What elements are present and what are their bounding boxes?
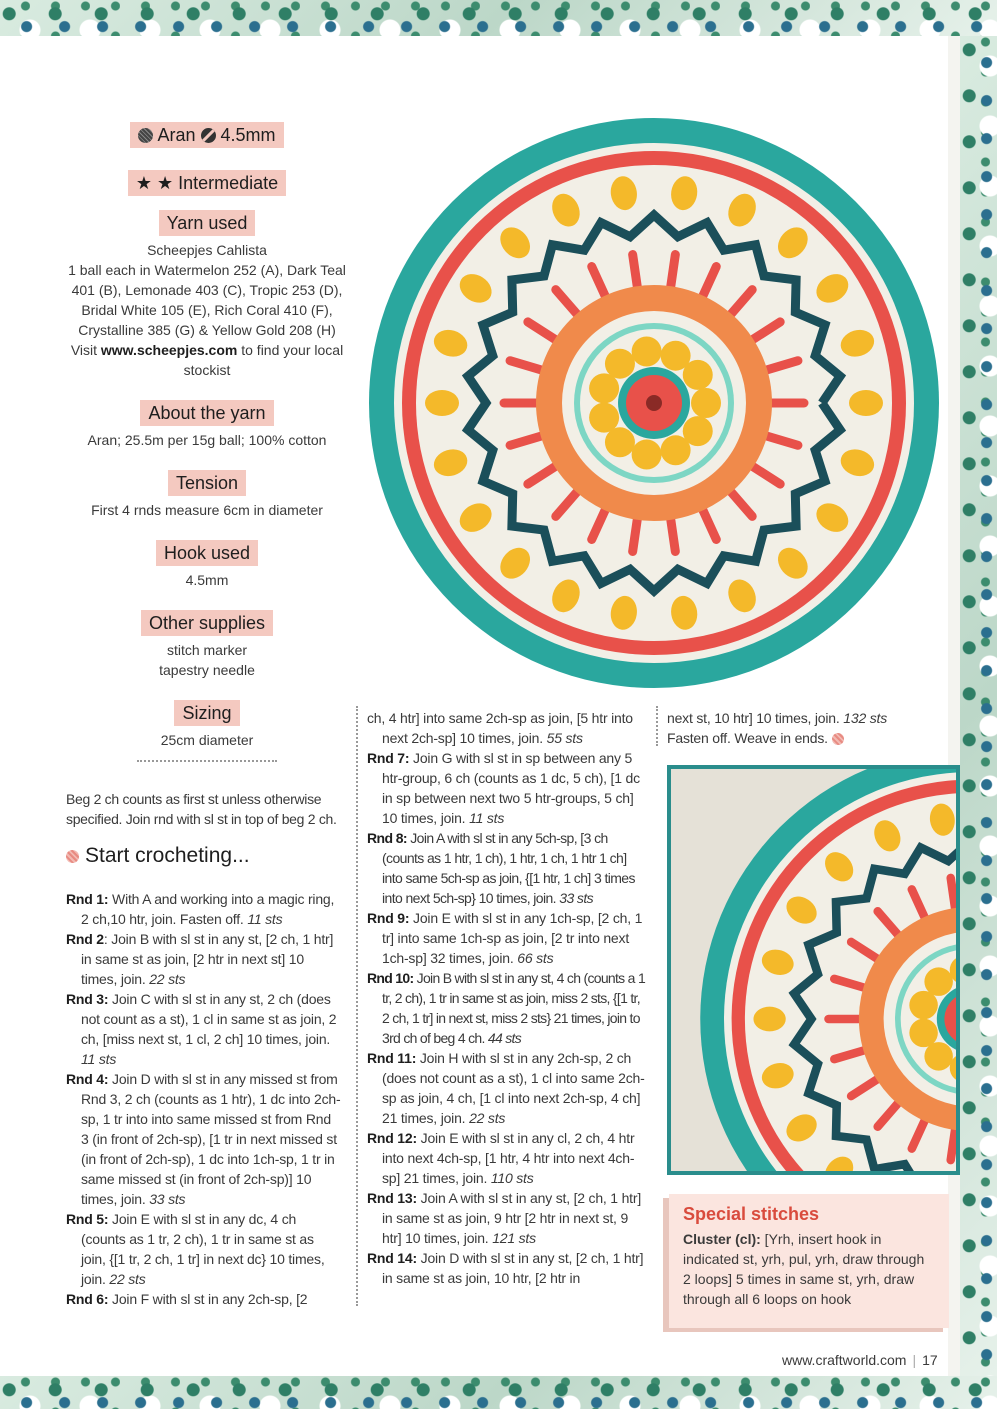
special-stitches-box: [669, 1194, 949, 1328]
round-6: Rnd 6: Join F with sl st in any 2ch-sp, [2: [66, 1291, 308, 1307]
section-heading: Other supplies: [141, 610, 273, 636]
section-body: 4.5mm: [185, 572, 229, 588]
round-11: Rnd 11: Join H with sl st in any 2ch-sp, 2 ch (does not count as a st), 1 cl into same 2ch-sp as join, 4 ch, [1 cl into next 2ch-sp, 4 ch] 21 times, join. 22 sts: [367, 1050, 645, 1126]
yarn-colours: 1 ball each in Watermelon 252 (A), Dark Teal 401 (B), Lemonade 403 (C), Tropic 253 (D), Bridal White 105 (E), Rich Coral 410 (F), Crystalline 385 (G) & Yellow Gold 208 (H): [68, 262, 346, 338]
fasten-off: Fasten off. Weave in ends.: [667, 728, 929, 748]
special-stitches-title: Special stitches: [683, 1204, 820, 1224]
section-other-supplies: [62, 610, 352, 680]
yarn-brand: Scheepjes Cahlista: [147, 242, 267, 258]
border-gutter: [948, 36, 960, 1376]
section-body: stitch marker tapestry needle: [159, 642, 255, 678]
pattern-info-column: [62, 122, 352, 750]
section-heading: About the yarn: [140, 400, 273, 426]
section-hook-used: [62, 540, 352, 590]
star-icon: ★ ★: [135, 173, 174, 193]
round-7: Rnd 7: Join G with sl st in sp between any 5 htr-group, 6 ch (counts as 1 dc, 5 ch), [1 dc in sp between next two 5 htr-groups, 5 ch] 10 times, join. 11 sts: [367, 750, 640, 826]
instructions-column-1: [66, 889, 342, 1309]
column-divider: [656, 706, 658, 746]
page-number: 17: [922, 1352, 938, 1368]
section-heading: Tension: [168, 470, 246, 496]
section-sizing: [62, 700, 352, 750]
round-2: Rnd 2: Join B with sl st in any st, [2 ch, 1 htr] in same st as join, [2 htr in next st] 10 times, join. 22 sts: [66, 931, 334, 987]
section-heading: Yarn used: [159, 210, 256, 236]
decorative-border-top: [0, 0, 997, 36]
column-divider: [356, 706, 358, 1306]
round-12: Rnd 12: Join E with sl st in any cl, 2 ch, 4 htr into next 4ch-sp, [1 htr, 4 htr into next 4ch-sp] 21 times, join. 110 sts: [367, 1130, 635, 1186]
section-body: [62, 240, 352, 380]
footer-site: www.craftworld.com: [782, 1352, 907, 1368]
intro-note: Beg 2 ch counts as first st unless otherwise specified. Join rnd with sl st in top of beg 2 ch.: [66, 791, 337, 827]
decorative-border-right: [960, 36, 997, 1376]
section-tension: [62, 470, 352, 520]
round-14: Rnd 14: Join D with sl st in any st, [2 ch, 1 htr] in same st as join, 10 htr, [2 htr in: [367, 1250, 644, 1286]
hook-icon: [201, 128, 216, 143]
yarn-ball-icon: [66, 850, 79, 863]
instructions-column-2: [367, 708, 649, 1288]
special-stitches-body: Cluster (cl): [Yrh, insert hook in indicated st, yrh, pul, yrh, draw through 2 loops] 5 times in same st, yrh, draw through all 6 loops on hook: [683, 1231, 925, 1307]
instructions-column-3: [667, 708, 929, 748]
mandala-photo: [368, 117, 940, 689]
skill-level: Intermediate: [178, 173, 279, 193]
section-body: First 4 rnds measure 6cm in diameter: [91, 502, 323, 518]
round-1: Rnd 1: With A and working into a magic ring, 2 ch,10 htr, join. Fasten off. 11 sts: [66, 891, 335, 927]
decorative-border-bottom: [0, 1376, 997, 1409]
weight-hook-badge: [62, 122, 352, 148]
section-yarn-used: [62, 210, 352, 380]
round-3: Rnd 3: Join C with sl st in any st, 2 ch (does not count as a st), 1 cl in same st as join, 2 ch, [miss next st, 1 cl, 2 ch] 10 times, join. 11 sts: [66, 991, 337, 1067]
start-heading: Start crocheting...: [66, 844, 250, 868]
stockist-link[interactable]: www.scheepjes.com: [100, 342, 238, 358]
yarn-ball-icon: [138, 128, 153, 143]
section-about-yarn: [62, 400, 352, 450]
round-6-cont: ch, 4 htr] into same 2ch-sp as join, [5 htr into next 2ch-sp] 10 times, join. 55 sts: [367, 710, 633, 746]
round-8: Rnd 8: Join A with sl st in any 5ch-sp, [3 ch (counts as 1 htr, 1 ch), 1 htr, 1 ch, 1 htr 1 ch] into same 5ch-sp as join, {[1 htr, 1 ch] 3 times into next 5ch-sp} 10 times, join. 33 sts: [367, 830, 635, 906]
yarn-weight: Aran: [157, 125, 196, 145]
skill-level-badge: [62, 170, 352, 196]
round-9: Rnd 9: Join E with sl st in any 1ch-sp, [2 ch, 1 tr] into same 1ch-sp as join, [2 tr into next 1ch-sp] 32 times, join. 66 sts: [367, 910, 643, 966]
round-13: Rnd 13: Join A with sl st in any st, [2 ch, 1 htr] in same st as join, 9 htr [2 htr in next st, 9 htr] 10 times, join. 121 sts: [367, 1190, 642, 1246]
round-4: Rnd 4: Join D with sl st in any missed st from Rnd 3, 2 ch (counts as 1 htr), 1 dc into 2ch-sp, 1 tr into into same missed st from Rnd 3 (in front of 2ch-sp), [1 tr in next missed st (in front of 2ch-sp), 1 dc into 1ch-sp, 1 tr in same missed st (in front of 2ch-sp)] 10 times, join. 33 sts: [66, 1071, 341, 1207]
round-5: Rnd 5: Join E with sl st in any dc, 4 ch (counts as 1 tr, 2 ch), 1 tr in same st as join, {[1 tr, 2 ch, 1 tr] in next dc} 10 times, join. 22 sts: [66, 1211, 325, 1287]
divider: [137, 760, 277, 762]
stockist-line: Visit www.scheepjes.com to find your local stockist: [70, 342, 344, 378]
round-14-cont: next st, 10 htr] 10 times, join. 132 sts: [667, 710, 888, 726]
round-10: Rnd 10: Join B with sl st in any st, 4 ch (counts a 1 tr, 2 ch), 1 tr in same st as join, miss 2 sts, {[1 tr, 2 ch, 1 tr] in next st, miss 2 sts} 21 times, join to 3rd ch of beg 4 ch. 44 sts: [367, 970, 646, 1046]
section-heading: Hook used: [156, 540, 258, 566]
section-body: Aran; 25.5m per 15g ball; 100% cotton: [87, 432, 327, 448]
yarn-ball-icon: [832, 733, 844, 745]
section-heading: Sizing: [174, 700, 239, 726]
section-body: 25cm diameter: [160, 732, 254, 748]
mandala-closeup-photo: [667, 765, 960, 1175]
page-footer: www.craftworld.com | 17: [782, 1352, 938, 1368]
hook-size: 4.5mm: [220, 125, 276, 145]
closeup-image: [671, 769, 956, 1171]
